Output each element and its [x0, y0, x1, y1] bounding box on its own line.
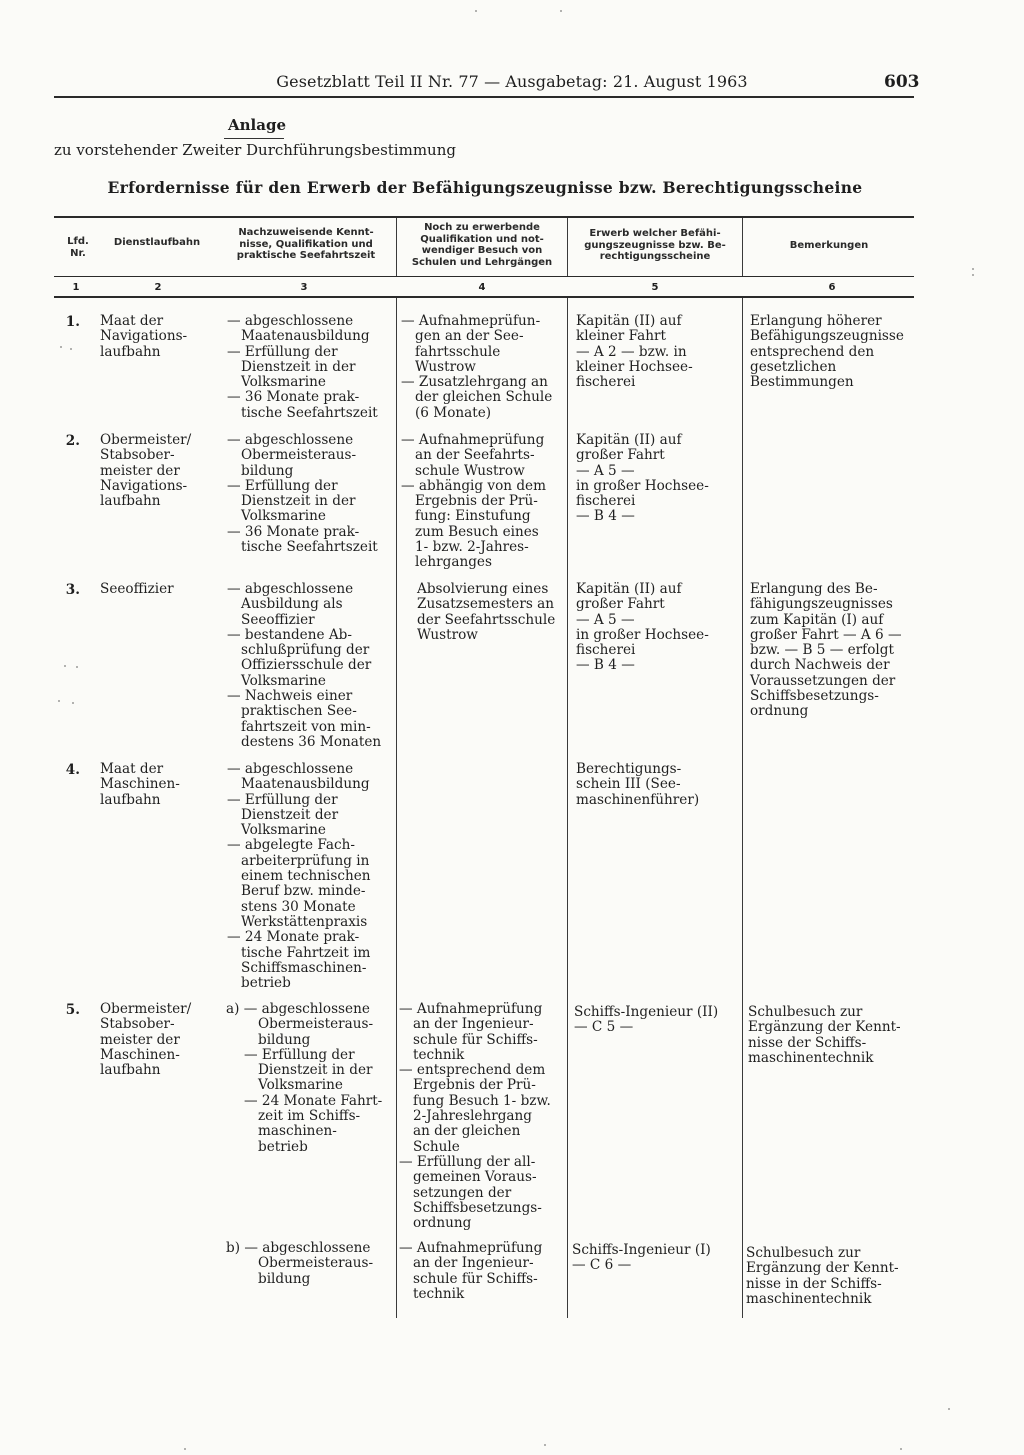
colhead-lfd-line1: Lfd. — [67, 236, 89, 247]
text-line: fischerei — [576, 374, 636, 391]
text-line: — Erfüllung der all- — [399, 1153, 536, 1170]
text-line: schlußprüfung der — [241, 642, 370, 659]
row-3-qualifikation — [417, 582, 555, 643]
text-line: Volksmarine — [241, 508, 326, 525]
text-line: Obermeisteraus- — [258, 1016, 374, 1033]
anlage-underline — [224, 138, 284, 139]
text-line: Werkstättenpraxis — [241, 913, 368, 930]
text-line: maschinenführer) — [576, 791, 700, 808]
text-line: Volksmarine — [241, 822, 326, 839]
text-line: laufbahn — [100, 1062, 161, 1079]
colhead-zeugnisse-line2: gungszeugnisse bzw. Be- — [584, 239, 726, 251]
text-line: durch Nachweis der — [750, 657, 890, 674]
row-5a-zeugnis — [574, 1005, 718, 1036]
text-line: fung Besuch 1- bzw. — [413, 1092, 551, 1109]
text-line: Bestimmungen — [750, 374, 854, 391]
colhead-zeugnisse-line3: rechtigungsscheine — [599, 251, 711, 262]
text-line: an der Ingenieur- — [413, 1016, 534, 1033]
colhead-kenntnisse — [218, 227, 394, 262]
row-5b-zeugnis — [572, 1243, 711, 1274]
text-line: Ausbildung als — [241, 596, 343, 613]
text-line: — Erfüllung der — [227, 791, 338, 808]
text-line: Volksmarine — [241, 672, 326, 689]
text-line: der Seefahrtsschule — [417, 611, 556, 628]
text-line: betrieb — [241, 975, 291, 992]
text-line: Dienstzeit der — [241, 806, 339, 823]
text-line: — abgelegte Fach- — [227, 837, 355, 854]
text-line: — Aufnahmeprüfun- — [401, 313, 541, 329]
text-line: — Erfüllung der — [227, 477, 338, 494]
row-5a-kenntnisse — [226, 1002, 382, 1155]
text-line: schule für Schiffs- — [413, 1031, 538, 1048]
text-line: bildung — [241, 462, 294, 479]
text-line: Ergänzung der Kennt- — [748, 1019, 901, 1036]
colhead-zeugnisse — [569, 228, 741, 263]
row-3-number: 3. — [65, 582, 80, 598]
text-line: Maat der — [100, 761, 164, 777]
body-divider-3-4 — [396, 298, 397, 1318]
text-line: ordnung — [750, 703, 809, 720]
row-4-zeugnis — [576, 762, 699, 808]
text-line: stens 30 Monate — [241, 898, 356, 915]
text-line: — abgeschlossene — [227, 313, 354, 329]
text-line: Schiffsbesetzungs- — [750, 688, 879, 705]
body-divider-5-6 — [742, 298, 743, 1318]
text-line: laufbahn — [100, 343, 161, 360]
row-1-kenntnisse — [227, 314, 378, 421]
text-line: — A 2 — bzw. in — [576, 343, 687, 360]
colhead-lfd-line2: Nr. — [70, 247, 86, 259]
anlage-label: Anlage — [228, 116, 286, 134]
text-line: Schiffs-Ingenieur (II) — [574, 1004, 719, 1020]
text-line: Schule — [413, 1138, 460, 1155]
text-line: tische Seefahrtszeit — [241, 539, 378, 556]
colhead-lfd-nr — [56, 236, 100, 259]
text-line: Erlangung des Be- — [750, 581, 878, 597]
text-line: — A 5 — — [576, 611, 635, 628]
colhead-bemerkungen-text: Bemerkungen — [789, 240, 869, 251]
text-line: — Erfüllung der — [227, 343, 338, 360]
text-line: Stabsober- — [100, 1016, 175, 1033]
text-line: tische Fahrtzeit im — [241, 944, 371, 961]
colnum-1: 1 — [72, 282, 80, 293]
text-line: Absolvierung eines — [417, 581, 549, 597]
text-line: bildung — [258, 1270, 311, 1287]
text-line: fähigungszeugnisses — [750, 596, 893, 613]
text-line: zeit im Schiffs- — [258, 1108, 361, 1125]
text-line: (6 Monate) — [415, 404, 492, 421]
row-2-kenntnisse — [227, 433, 378, 555]
colhead-dienstlaufbahn — [100, 237, 214, 249]
text-line: Voraussetzungen der — [750, 672, 896, 689]
row-5-laufbahn — [100, 1002, 191, 1078]
colhead-dienstlaufbahn-text: Dienstlaufbahn — [113, 237, 201, 248]
text-line: der gleichen Schule — [415, 389, 553, 406]
text-line: — Erfüllung der — [244, 1046, 355, 1063]
colnum-6: 6 — [828, 282, 836, 293]
row-2-qualifikation — [401, 433, 546, 571]
text-line: großer Fahrt — A 6 — — [750, 626, 902, 643]
text-line: in großer Hochsee- — [576, 626, 709, 643]
header-bottom-rule — [54, 276, 914, 277]
text-line: großer Fahrt — [576, 596, 665, 613]
text-line: Offiziersschule der — [241, 657, 372, 674]
text-line: — entsprechend dem — [399, 1062, 546, 1079]
gazette-header: Gesetzblatt Teil II Nr. 77 — Ausgabetag: 21. August 1963 — [276, 72, 748, 91]
text-line: Maschinen- — [100, 1046, 180, 1063]
text-line: nisse der Schiffs- — [748, 1034, 867, 1051]
anlage-subtitle: zu vorstehender Zweiter Durchführungsbestimmung — [54, 141, 456, 159]
text-line: — Aufnahmeprüfung — [399, 1240, 543, 1256]
text-line: Seeoffizier — [241, 611, 315, 628]
row-4-kenntnisse — [227, 762, 371, 991]
text-line: Navigations- — [100, 328, 188, 345]
colnum-3: 3 — [300, 282, 308, 293]
text-line: lehrganges — [415, 554, 492, 571]
text-line: bildung — [258, 1031, 311, 1048]
text-line: schein III (See- — [576, 776, 681, 793]
text-line: — abgeschlossene — [227, 432, 354, 448]
row-5a-bemerkungen — [748, 1005, 901, 1066]
row-3-bemerkungen — [750, 582, 902, 720]
text-line: a) — abgeschlossene — [226, 1001, 370, 1017]
text-line: an der gleichen — [413, 1123, 521, 1140]
row-1-zeugnis — [576, 314, 693, 390]
text-line: Dienstzeit in der — [258, 1062, 373, 1079]
text-line: ordnung — [413, 1215, 472, 1232]
text-line: Beruf bzw. minde- — [241, 883, 366, 900]
header-divider-3-4 — [396, 218, 397, 276]
text-line: — Aufnahmeprüfung — [399, 1001, 543, 1017]
text-line: 1- bzw. 2-Jahres- — [415, 539, 529, 556]
text-line: maschinen- — [258, 1123, 337, 1140]
page-number: 603 — [884, 72, 920, 92]
row-3-laufbahn — [100, 582, 174, 597]
text-line: — bestandene Ab- — [227, 626, 352, 643]
colnum-bottom-rule — [54, 296, 914, 298]
text-line: — Zusatzlehrgang an — [401, 374, 548, 391]
text-line: tische Seefahrtszeit — [241, 404, 378, 421]
text-line: Schiffs-Ingenieur (I) — [572, 1242, 711, 1258]
colhead-kenntnisse-line2: nisse, Qualifikation und — [239, 238, 373, 250]
row-1-laufbahn — [100, 314, 187, 360]
text-line: Maatenausbildung — [241, 776, 370, 793]
colhead-qualifikation-line4: Schulen und Lehrgängen — [411, 256, 553, 268]
text-line: — C 6 — — [572, 1257, 632, 1274]
text-line: gesetzlichen — [750, 358, 837, 375]
text-line: — abgeschlossene — [227, 761, 354, 777]
row-4-laufbahn — [100, 762, 180, 808]
text-line: — Aufnahmeprüfung — [401, 432, 545, 448]
text-line: fahrtszeit von min- — [241, 718, 371, 735]
text-line: — abhängig von dem — [401, 477, 546, 494]
text-line: — 24 Monate Fahrt- — [244, 1092, 383, 1109]
colnum-5: 5 — [651, 282, 659, 293]
header-divider-4-5 — [567, 218, 568, 276]
text-line: in großer Hochsee- — [576, 477, 709, 494]
row-3-zeugnis — [576, 582, 709, 674]
text-line: betrieb — [258, 1138, 308, 1155]
text-line: fung: Einstufung — [415, 508, 531, 525]
colhead-kenntnisse-line1: Nachzuweisende Kennt- — [238, 227, 374, 238]
row-5a-qualifikation — [399, 1002, 551, 1231]
text-line: technik — [413, 1046, 465, 1063]
text-line: Schulbesuch zur — [746, 1245, 861, 1261]
text-line: Obermeister/ — [100, 432, 192, 448]
table-title: Erfordernisse für den Erwerb der Befähigungszeugnisse bzw. Berechtigungsscheine — [107, 178, 863, 197]
text-line: Berechtigungs- — [576, 761, 682, 777]
text-line: Dienstzeit in der — [241, 358, 356, 375]
text-line: Maat der — [100, 313, 164, 329]
text-line: meister der — [100, 462, 180, 479]
text-line: meister der — [100, 1031, 180, 1048]
text-line: Kapitän (II) auf — [576, 581, 682, 597]
text-line: zum Kapitän (I) auf — [750, 611, 884, 628]
text-line: großer Fahrt — [576, 447, 665, 464]
row-5b-kenntnisse — [226, 1241, 373, 1287]
row-1-bemerkungen — [750, 314, 904, 390]
text-line: schule Wustrow — [415, 462, 525, 479]
text-line: zum Besuch eines — [415, 523, 539, 540]
text-line: Stabsober- — [100, 447, 175, 464]
text-line: laufbahn — [100, 493, 161, 510]
text-line: Kapitän (II) auf — [576, 432, 682, 448]
colhead-qualifikation — [398, 222, 566, 268]
text-line: praktischen See- — [241, 703, 357, 720]
text-line: Schiffsmaschinen- — [241, 959, 367, 976]
colhead-kenntnisse-line3: praktische Seefahrtszeit — [236, 250, 376, 261]
text-line: Navigations- — [100, 477, 188, 494]
text-line: — 36 Monate prak- — [227, 523, 360, 540]
text-line: maschinentechnik — [746, 1290, 872, 1307]
colhead-qualifikation-line2: Qualifikation und not- — [420, 233, 544, 245]
row-1-qualifikation — [401, 314, 552, 421]
row-2-zeugnis — [576, 433, 709, 525]
text-line: Schulbesuch zur — [748, 1004, 863, 1020]
text-line: Ergebnis der Prü- — [415, 493, 538, 510]
text-line: b) — abgeschlossene — [226, 1240, 371, 1256]
text-line: — 36 Monate prak- — [227, 389, 360, 406]
text-line: Obermeisteraus- — [241, 447, 357, 464]
row-2-number: 2. — [65, 433, 80, 449]
text-line: — abgeschlossene — [227, 581, 354, 597]
text-line: — Nachweis einer — [227, 688, 353, 705]
colnum-2: 2 — [154, 282, 162, 293]
text-line: Maatenausbildung — [241, 328, 370, 345]
text-line: arbeiterprüfung in — [241, 852, 370, 869]
text-line: — B 4 — — [576, 508, 635, 525]
text-line: fischerei — [576, 642, 636, 659]
colhead-qualifikation-line1: Noch zu erwerbende — [424, 222, 540, 233]
text-line: Dienstzeit in der — [241, 493, 356, 510]
text-line: Maschinen- — [100, 776, 180, 793]
text-line: destens 36 Monaten — [241, 733, 382, 750]
row-4-number: 4. — [65, 762, 80, 778]
text-line: technik — [413, 1285, 465, 1302]
text-line: — 24 Monate prak- — [227, 929, 360, 946]
text-line: laufbahn — [100, 791, 161, 808]
header-rule — [54, 96, 914, 98]
text-line: Wustrow — [417, 626, 478, 643]
text-line: an der Seefahrts- — [415, 447, 535, 464]
text-line: fischerei — [576, 493, 636, 510]
colhead-qualifikation-line3: wendiger Besuch von — [421, 245, 543, 256]
colnum-4: 4 — [478, 282, 486, 293]
text-line: Befähigungszeugnisse — [750, 328, 904, 345]
header-divider-5-6 — [742, 218, 743, 276]
text-line: Erlangung höherer — [750, 313, 882, 329]
text-line: Zusatzsemesters an — [417, 596, 554, 613]
text-line: Seeoffizier — [100, 581, 174, 597]
text-line: kleiner Hochsee- — [576, 358, 693, 375]
text-line: nisse in der Schiffs- — [746, 1275, 882, 1292]
text-line: Obermeisteraus- — [258, 1255, 374, 1272]
text-line: Schiffsbesetzungs- — [413, 1199, 542, 1216]
text-line: Volksmarine — [258, 1077, 343, 1094]
row-5b-qualifikation — [399, 1241, 542, 1302]
text-line: einem technischen — [241, 868, 371, 885]
text-line: fahrtsschule — [415, 343, 501, 360]
text-line: — A 5 — — [576, 462, 635, 479]
text-line: Obermeister/ — [100, 1001, 192, 1017]
text-line: bzw. — B 5 — erfolgt — [750, 642, 894, 659]
text-line: — C 5 — — [574, 1019, 634, 1036]
text-line: gen an der See- — [415, 328, 524, 345]
body-divider-4-5 — [567, 298, 568, 1318]
text-line: kleiner Fahrt — [576, 328, 666, 345]
row-3-kenntnisse — [227, 582, 381, 750]
row-1-number: 1. — [65, 314, 80, 330]
table-top-rule — [54, 216, 914, 218]
text-line: Ergebnis der Prü- — [413, 1077, 536, 1094]
text-line: setzungen der — [413, 1184, 512, 1201]
text-line: entsprechend den — [750, 343, 875, 360]
row-5b-bemerkungen — [746, 1246, 899, 1307]
row-2-laufbahn — [100, 433, 191, 509]
text-line: Volksmarine — [241, 374, 326, 391]
text-line: — B 4 — — [576, 657, 635, 674]
row-5-number: 5. — [65, 1002, 80, 1018]
text-line: 2-Jahreslehrgang — [413, 1108, 532, 1125]
text-line: schule für Schiffs- — [413, 1270, 538, 1287]
colhead-zeugnisse-line1: Erwerb welcher Befähi- — [589, 228, 721, 239]
text-line: maschinentechnik — [748, 1049, 874, 1066]
text-line: Wustrow — [415, 358, 476, 375]
colhead-bemerkungen — [744, 240, 914, 252]
text-line: Kapitän (II) auf — [576, 313, 682, 329]
text-line: Ergänzung der Kennt- — [746, 1260, 899, 1277]
text-line: an der Ingenieur- — [413, 1255, 534, 1272]
text-line: gemeinen Voraus- — [413, 1169, 537, 1186]
